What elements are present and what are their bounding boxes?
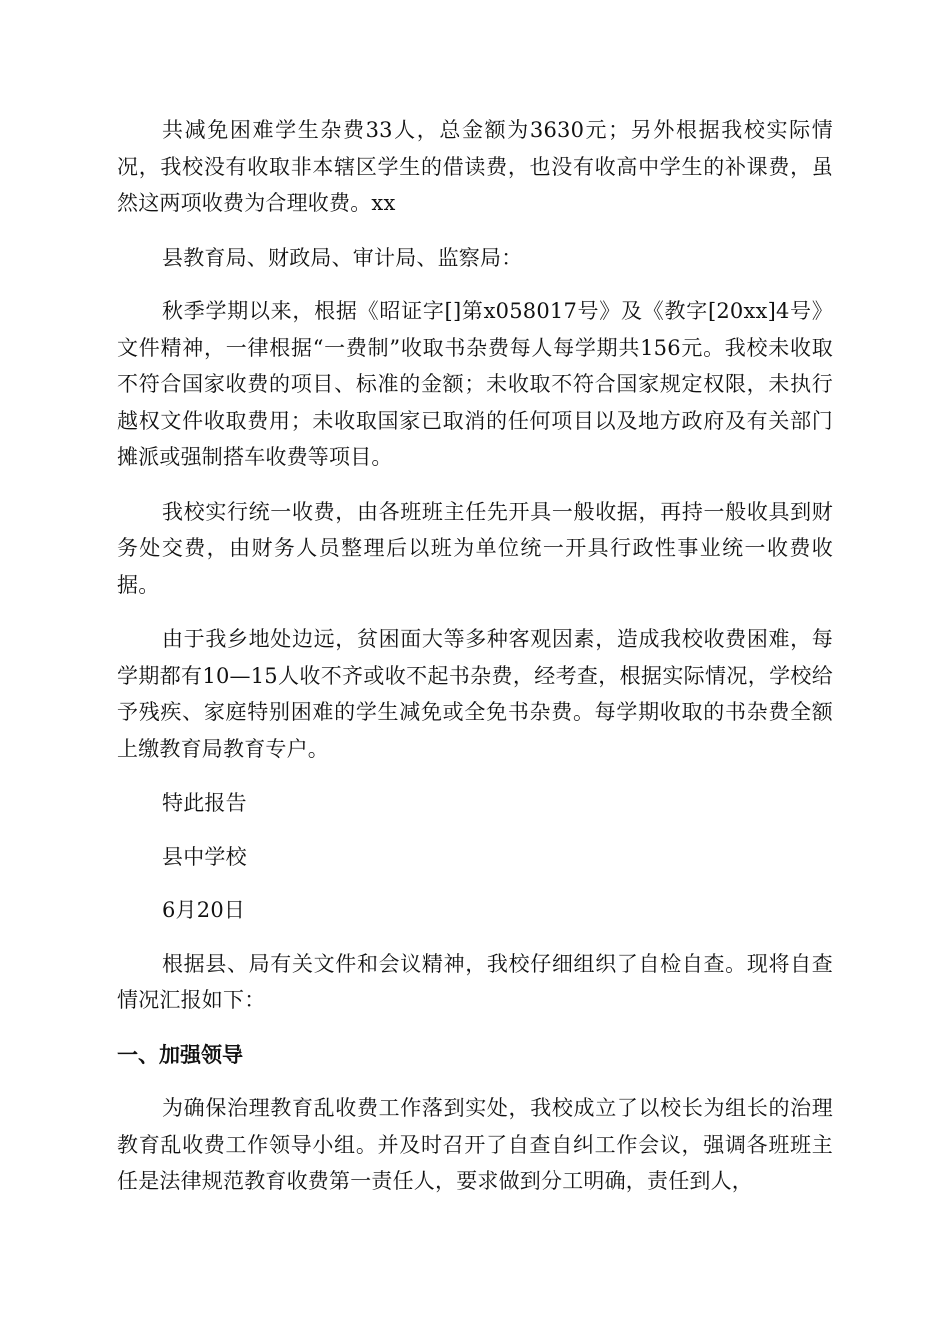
paragraph-fee-policy: 秋季学期以来，根据《昭证字[]第x058017号》及《教字[20xx]4号》文件精神，一律根据“一费制”收取书杂费每人每学期共156元。我校未收取不符合国家收费的项目、标准的金额；未收取不符合国家规定权限，未执行越权文件收取费用；未收取国家已取消的任何项目以及地方政府及有关部门摊派或强制搭车收费等项目。 [117,299,833,469]
paragraph-salutation: 县教育局、财政局、审计局、监察局： [162,245,523,270]
paragraph-report-closing: 特此报告 [162,791,247,815]
paragraph-date: 6月20日 [162,898,246,922]
section-heading-leadership: 一、加强领导 [117,1042,243,1067]
paragraph-fee-reduction: 共减免困难学生杂费33人，总金额为3630元；另外根据我校实际情况，我校没有收取非本辖区学生的借读费，也没有收高中学生的补课费，虽然这两项收费为合理收费。xx [117,118,833,215]
paragraph-school-signature: 县中学校 [162,844,247,869]
paragraph-unified-collection: 我校实行统一收费，由各班班主任先开具一般收据，再持一般收具到财务处交费，由财务人员整理后以班为单位统一开具行政性事业统一收费收据。 [117,499,833,597]
document-body [117,112,833,1218]
paragraph-leadership-group: 为确保治理教育乱收费工作落到实处，我校成立了以校长为组长的治理教育乱收费工作领导小组。并及时召开了自查自纠工作会议，强调各班班主任是法律规范教育收费第一责任人，要求做到分工明确，责任到人， [117,1096,833,1193]
paragraph-self-inspection-intro: 根据县、局有关文件和会议精神，我校仔细组织了自检自查。现将自查情况汇报如下： [117,951,833,1012]
paragraph-hardship: 由于我乡地处边远，贫困面大等多种客观因素，造成我校收费困难，每学期都有10—15人收不齐或收不起书杂费，经考查，根据实际情况，学校给予残疾、家庭特别困难的学生减免或全免书杂费。每学期收取的书杂费全额上缴教育局教育专户。 [117,627,833,761]
